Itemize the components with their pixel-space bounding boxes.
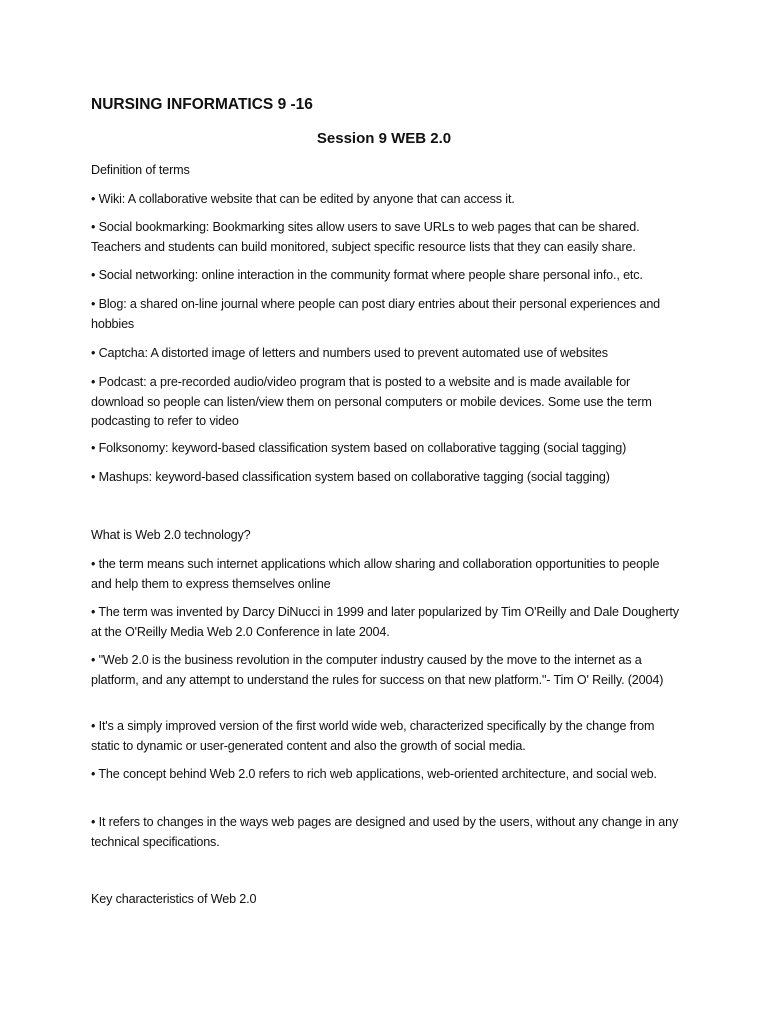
definition-item-captcha: • Captcha: A distorted image of letters and numbers used to prevent automated use of websites bbox=[91, 346, 608, 360]
definition-item-wiki: • Wiki: A collaborative website that can be edited by anyone that can access it. bbox=[91, 192, 515, 206]
definition-item-folksonomy: • Folksonomy: keyword-based classification system based on collaborative tagging (social tagging) bbox=[91, 441, 627, 455]
session-title: Session 9 WEB 2.0 bbox=[316, 130, 452, 147]
document-title: NURSING INFORMATICS 9 -16 bbox=[91, 96, 313, 113]
web2-point: • The term was invented by Darcy DiNucci in 1999 and later popularized by Tim O'Reilly and Dale Dougherty at the O'Reilly Media Web 2.0 Conference in late 2004. bbox=[91, 605, 679, 639]
definition-item-mashups: • Mashups: keyword-based classification system based on collaborative tagging (social tagging) bbox=[91, 470, 610, 484]
definition-item-social-bookmarking: • Social bookmarking: Bookmarking sites allow users to save URLs to web pages that can be shared. Teachers and students can build monitored, subject specific resource lists that they can easily share. bbox=[91, 220, 640, 254]
definition-item-blog: • Blog: a shared on-line journal where people can post diary entries about their personal experiences and hobbies bbox=[91, 297, 661, 331]
web2-point: • It refers to changes in the ways web pages are designed and used by the users, without any change in any technical specifications. bbox=[91, 815, 679, 849]
definition-item-podcast: • Podcast: a pre-recorded audio/video program that is posted to a website and is made available for download so people can listen/view them on personal computers or mobile devices. Some use the term podcasting to refer to video bbox=[91, 375, 652, 428]
web2-point: • the term means such internet applications which allow sharing and collaboration opportunities to people and help them to express themselves online bbox=[91, 557, 660, 591]
characteristics-heading: Key characteristics of Web 2.0 bbox=[91, 892, 257, 906]
definitions-heading: Definition of terms bbox=[91, 163, 190, 177]
web2-point: • "Web 2.0 is the business revolution in the computer industry caused by the move to the internet as a platform, and any attempt to understand the rules for success on that new platform."- Tim O' Reilly. (2004) bbox=[91, 653, 664, 687]
web2-point: • The concept behind Web 2.0 refers to rich web applications, web-oriented architecture, and social web. bbox=[91, 767, 657, 781]
web2-heading: What is Web 2.0 technology? bbox=[91, 528, 251, 542]
definition-item-social-networking: • Social networking: online interaction in the community format where people share personal info., etc. bbox=[91, 268, 643, 282]
web2-point: • It's a simply improved version of the first world wide web, characterized specifically by the change from static to dynamic or user-generated content and also the growth of social media. bbox=[91, 719, 655, 753]
